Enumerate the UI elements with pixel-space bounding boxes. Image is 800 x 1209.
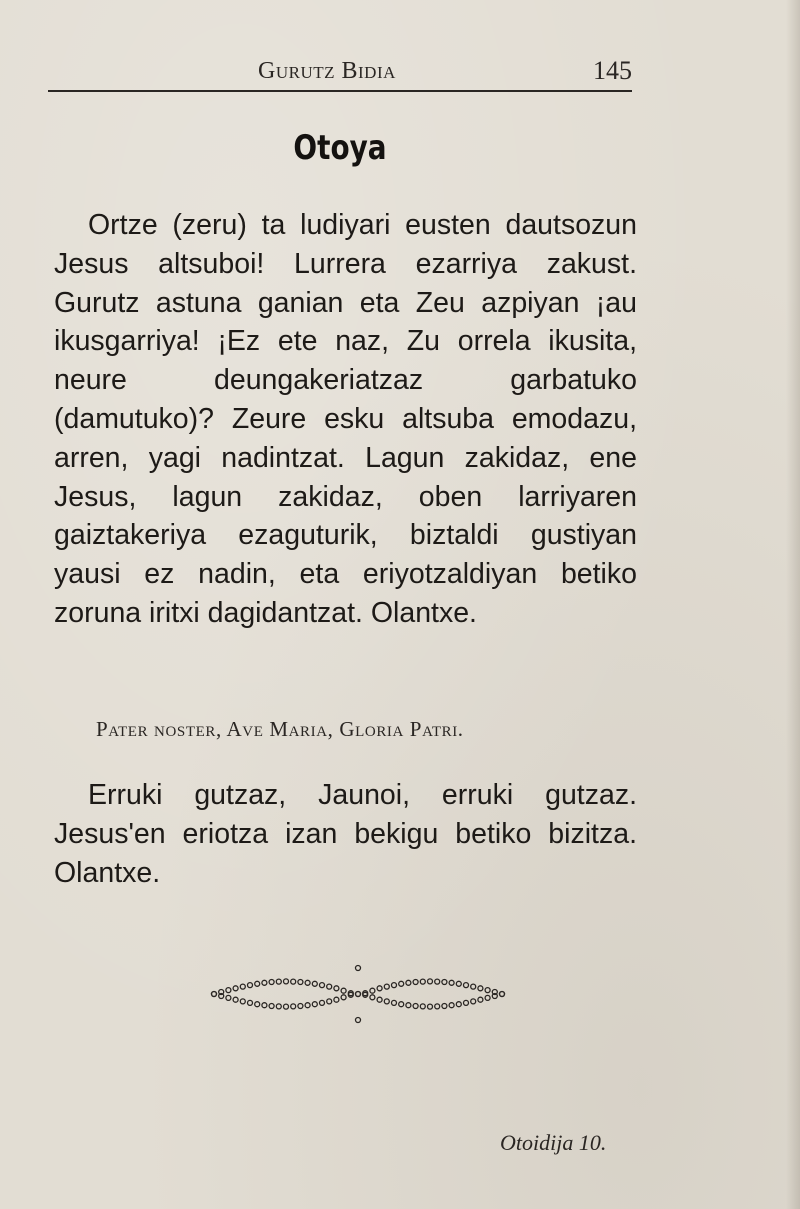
collection-signature: Otoidija 10. — [500, 1130, 607, 1155]
section-heading: Otoya — [293, 128, 387, 168]
page-number: 145 — [593, 56, 632, 85]
prayer-paragraph: Ortze (zeru) ta ludiyari eusten dautsozun Jesus altsuboi! Lurrera ezarriya zakust. Gurutz astuna ganian eta Zeu azpiyan ¡au ikusgarriya! ¡Ez ete naz, Zu orrela ikusita, neure deungakeriatzaz garbatuko (damutuko)? Zeure esku altsuba emodazu, arren, yagi nadintzat. Lagun zakidaz, ene Jesus, lagun zakidaz, oben larriyaren gaiztakeriya ezaguturik, biztaldi gustiyan yausi ez nadin, eta eriyotzaldiyan betiko zoruna iritxi dagidantzat. Olantxe. — [54, 209, 637, 629]
running-header — [48, 56, 632, 92]
running-title: Gurutz Bidia — [258, 58, 396, 84]
latin-prayers-line: Pater noster, Ave Maria, Gloria Patri. — [96, 717, 464, 741]
page-edge-shadow — [786, 0, 800, 1209]
petition-paragraph: Erruki gutzaz, Jaunoi, erruki gutzaz. Jesus'en eriotza izan bekigu betiko bizitza. Olantxe. — [54, 779, 637, 889]
ornament-divider-icon — [208, 962, 508, 1026]
